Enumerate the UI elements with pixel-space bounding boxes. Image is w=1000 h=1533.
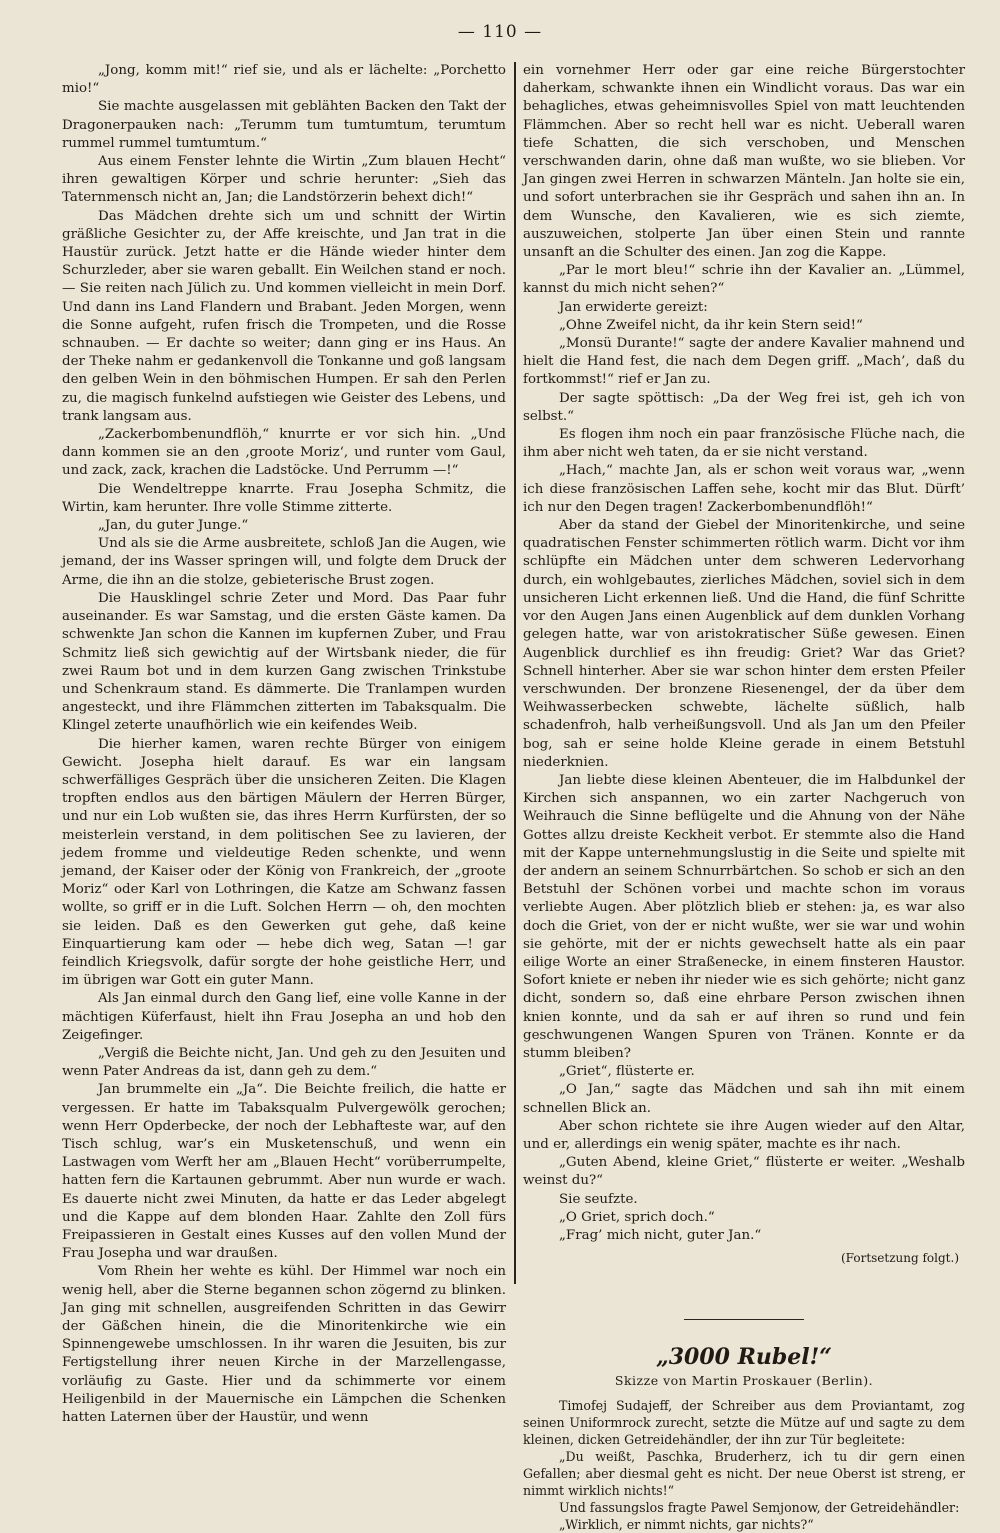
paragraph: „Zackerbombenundflöh,“ knurrte er vor sich hin. „Und dann kommen sie an den ‚groote Moriz‘, und runter vom Gaul, und zack, zack, krachen die Ladstöcke. Und Perrumm —!“ [62, 427, 506, 479]
paragraph: Das Mädchen drehte sich um und schnitt der Wirtin gräßliche Gesichter zu, der Affe kreischte, und Jan trat in die Haustür zurück. Jetzt hatte er die Hände wieder hinter dem Schurzleder, aber sie waren geballt. Ein Weilchen stand er noch. — Sie reiten nach Jülich zu. Und kommen vielleicht in mein Dorf. Und dann ins Land Flandern und Brabant. Jeden Morgen, wenn die Sonne aufgeht, rufen frisch die Trompeten, und die Rosse schnauben. — Er dachte so weiter; dann ging er ins Haus. An der Theke nahm er gedankenvoll die Tonkanne und goß langsam den gelben Wein in den böhmischen Humpen. Er sah den Perlen zu, die magisch funkelnd aufstiegen wie Geister des Lebens, und trank langsam aus. [62, 208, 506, 424]
paragraph: Es flogen ihm noch ein paar französische Flüche nach, die ihm aber nicht weh taten, da er sie nicht verstand. [523, 427, 965, 461]
paragraph: „O Jan,“ sagte das Mädchen und sah ihn mit einem schnellen Blick an. [523, 1082, 965, 1116]
story-title: „3000 Rubel!“ [656, 1344, 832, 1371]
paragraph: Jan brummelte ein „Ja“. Die Beichte freilich, die hatte er vergessen. Er hatte im Tabaksqualm Pulvergewölk gerochen; wenn Herr Opderbecke, der noch der Lebhafteste war, auf den Tisch schlug, war’s ein Musketenschuß, und wenn ein Lastwagen vom Werft her am „Blauen Hecht“ vorüberrumpelte, hatten fern die Kartaunen gebrummt. Aber nun wurde er wach. Es dauerte nicht zwei Minuten, da hatte er das Leder abgelegt und die Kappe auf dem blonden Haar. Zahlte den Zoll fürs Freipassieren in Gestalt eines Kusses auf den vollen Mund der Frau Josepha und war draußen. [62, 1082, 506, 1262]
paragraph: Und als sie die Arme ausbreitete, schloß Jan die Augen, wie jemand, der ins Wasser springen will, und folgte dem Druck der Arme, die ihn an die stolze, gebieterische Brust zogen. [62, 536, 506, 588]
paragraph: Als Jan einmal durch den Gang lief, eine volle Kanne in der mächtigen Küferfaust, hielt ihn Frau Josepha an und hob den Zeigefinger. [62, 991, 506, 1043]
paragraph: Der sagte spöttisch: „Da der Weg frei ist, geh ich von selbst.“ [523, 390, 965, 424]
paragraph: Jan erwiderte gereizt: [559, 299, 708, 315]
left-column [62, 62, 506, 1427]
paragraph: Jan liebte diese kleinen Abenteuer, die im Halbdunkel der Kirchen sich anspannen, wo ein zarter Nachgeruch von Weihrauch die Sinne beflügelte und die Ahnung von der Nähe Gottes allzu dreiste Keckheit verbot. Er stemmte also die Hand mit der Kappe unternehmungslustig in die Seite und spielte mit der andern an seinem Schnurrbärtchen. So schob er sich an den Betstuhl der Schönen vorbei und machte schon im voraus verliebte Augen. Aber plötzlich blieb er stehen: ja, es war also doch die Griet, von der er nicht wußte, wer sie war und wohin sie gehörte, mit der er nichts gewechselt hatte als ein paar eilige Worte an einer Straßenecke, in einem finsteren Haustor. Sofort kniete er neben ihr nieder wie es sich gehörte; nicht ganz dicht, sondern so, daß eine ehrbare Person zwischen ihnen knien konnte, und da sah er auf ihren so rund und fein geschwungenen Wangen Spuren von Tränen. Konnte er da stumm bleiben? [523, 772, 965, 1061]
paragraph: Und fassungslos fragte Pawel Semjonow, der Getreidehändler: [559, 1499, 960, 1515]
paragraph: Timofej Sudajeff, der Schreiber aus dem Proviantamt, zog seinen Uniformrock zurecht, setzte die Mütze auf und sagte zu dem kleinen, dicken Getreidehändler, der ihn zur Tür begleitete: [523, 1397, 965, 1447]
paragraph: „Jan, du guter Junge.“ [98, 518, 249, 534]
paragraph: „Du weißt, Paschka, Bruderherz, ich tu dir gern einen Gefallen; aber diesmal geht es nicht. Der neue Oberst ist streng, er nimmt wirklich nichts!“ [523, 1448, 965, 1498]
section-divider [684, 1319, 804, 1320]
paragraph: Die Wendeltreppe knarrte. Frau Josepha Schmitz, die Wirtin, kam herunter. Ihre volle Stimme zitterte. [62, 481, 506, 515]
paragraph: Aber da stand der Giebel der Minoritenkirche, und seine quadratischen Fenster schimmerten rötlich warm. Dicht vor ihm schlüpfte ein Mädchen unter dem schweren Ledervorhang durch, ein wohlgebautes, zierliches Mädchen, soviel sich in dem unsicheren Licht erkennen ließ. Und die Hand, die fünf Schritte vor den Augen Jans einen Augenblick auf dem dunklen Vorhang gelegen hatte, war von aristokratischer Süße gewesen. Einen Augenblick durchlief es ihn freudig: Griet? War das Griet? Schnell hinterher. Aber sie war schon hinter dem ersten Pfeiler verschwunden. Der bronzene Riesenengel, der da über dem Weihwasserbecken schwebte, lächelte süßlich, halb schadenfroh, halb verheißungsvoll. Und als Jan um den Pfeiler bog, sah er seine holde Kleine gerade in einem Betstuhl niederknien. [523, 518, 965, 770]
paragraph: „Hach,“ machte Jan, als er schon weit voraus war, „wenn ich diese französischen Laffen sehe, kocht mir das Blut. Dürft’ ich nur den Degen tragen! Zackerbombenundflöh!“ [523, 463, 965, 515]
paragraph: Die Hausklingel schrie Zeter und Mord. Das Paar fuhr auseinander. Es war Samstag, und die ersten Gäste kamen. Da schwenkte Jan schon die Kannen im kupfernen Zuber, und Frau Schmitz ließ sich gewichtig auf der Wirtsbank nieder, die für zwei Raum bot und in dem kurzen Gang zwischen Trinkstube und Schenkraum stand. Es dämmerte. Die Tranlampen wurden angesteckt, und ihre Flämmchen zitterten im Tabaksqualm. Die Klingel zeterte unaufhörlich wie ein keifendes Weib. [62, 590, 506, 734]
paragraph: „Vergiß die Beichte nicht, Jan. Und geh zu den Jesuiten und wenn Pater Andreas da ist, dann geh zu dem.“ [62, 1045, 506, 1080]
paragraph: „Wirklich, er nimmt nichts, gar nichts?“ [559, 1516, 814, 1532]
paragraph: „Frag’ mich nicht, guter Jan.“ [559, 1228, 762, 1243]
paragraph: Die hierher kamen, waren rechte Bürger von einigem Gewicht. Josepha hielt darauf. Es war ein langsam schwerfälliges Gespräch über die unsicheren Zeiten. Die Klagen tropften endlos aus den bärtigen Mäulern der Herren Bürger, und nur ein Lob wußten sie, das ihres Herrn Kurfürsten, der so meisterlein verstand, in dem politischen See zu lavieren, der jedem fromme und vieldeutige Reden schenkte, und wenn jemand, der Kaiser oder der König von Frankreich, der „groote Moriz“ oder Karl von Lothringen, die Katze am Schwanz fassen wollte, so griff er in die Luft. Solchen Herrn — oh, den mochten sie leiden. Daß es den Gewerken gut gehe, daß keine Einquartierung kam oder — hebe dich weg, Satan —! gar feindlich Kriegsvolk, dafür sorgte der hohe geistliche Herr, und im übrigen war Gott ein guter Mann. [62, 736, 506, 989]
paragraph: „O Griet, sprich doch.“ [559, 1209, 715, 1225]
column-divider [514, 62, 516, 1284]
page-number: — 110 — [457, 22, 543, 42]
paragraph: „Jong, komm mit!“ rief sie, und als er lächelte: „Porchetto mio!“ [62, 63, 506, 97]
paragraph: ein vornehmer Herr oder gar eine reiche Bürgerstochter daherkam, schwankte ihnen ein Windlicht voraus. Das war ein behagliches, etwas geheimnisvolles Spiel von matt leuchtenden Flämmchen. Aber so recht hell war es nicht. Ueberall waren tiefe Schatten, die sich verschoben, und Menschen verschwanden darin, ohne daß man wußte, wo sie blieben. Vor Jan gingen zwei Herren in schwarzen Mänteln. Jan holte sie ein, und sofort unterbrachen sie ihr Gespräch und sahen ihn an. In dem Wunsche, den Kavalieren, wie es sich ziemte, auszuweichen, stolperte Jan über einen Stein und rannte unsanft an die Schulter des einen. Jan zog die Kappe. [523, 63, 965, 261]
story-byline: Skizze von Martin Proskauer (Berlin). [614, 1373, 874, 1389]
story-body [523, 1397, 965, 1533]
continuation-note: (Fortsetzung folgt.) [841, 1251, 959, 1266]
paragraph: „Guten Abend, kleine Griet,“ flüsterte er weiter. „Weshalb weinst du?“ [523, 1155, 965, 1189]
paragraph: „Monsü Durante!“ sagte der andere Kavalier mahnend und hielt die Hand fest, die nach dem Degen griff. „Mach’, daß du fortkommst!“ rief er Jan zu. [523, 336, 965, 388]
paragraph: Sie machte ausgelassen mit geblähten Backen den Takt der Dragonerpauken nach: „Terumm tum tumtumtum, terumtum rummel rummel tumtumtum.“ [62, 99, 506, 151]
paragraph: Vom Rhein her wehte es kühl. Der Himmel war noch ein wenig hell, aber die Sterne begannen schon zögernd zu blinken. Jan ging mit schnellen, ausgreifenden Schritten in das Gewirr der Gäßchen hinein, die die Minoritenkirche wie ein Spinnengewebe umschlossen. In ihr waren die Jesuiten, bis zur Fertigstellung ihrer neuen Kirche in der Marzellengasse, vorläufig zu Gaste. Hier und da schimmerte vor einem Heiligenbild in der Mauernische ein Lämpchen die Schenken hatten Laternen über der Haustür, und wenn [62, 1264, 506, 1426]
paragraph: Aus einem Fenster lehnte die Wirtin „Zum blauen Hecht“ ihren gewaltigen Körper und schrie herunter: „Sieh das Taternmensch nicht an, Jan; die Landstörzerin behext dich!“ [62, 154, 506, 206]
paragraph: „Par le mort bleu!“ schrie ihn der Kavalier an. „Lümmel, kannst du mich nicht sehen?“ [523, 263, 965, 297]
paragraph: Sie seufzte. [559, 1191, 638, 1207]
right-column [523, 62, 965, 1533]
paragraph: „Ohne Zweifel nicht, da ihr kein Stern seid!“ [559, 317, 863, 333]
paragraph: Aber schon richtete sie ihre Augen wieder auf den Altar, und er, allerdings ein wenig später, machte es ihr nach. [523, 1118, 965, 1152]
paragraph: „Griet“, flüsterte er. [559, 1064, 695, 1080]
